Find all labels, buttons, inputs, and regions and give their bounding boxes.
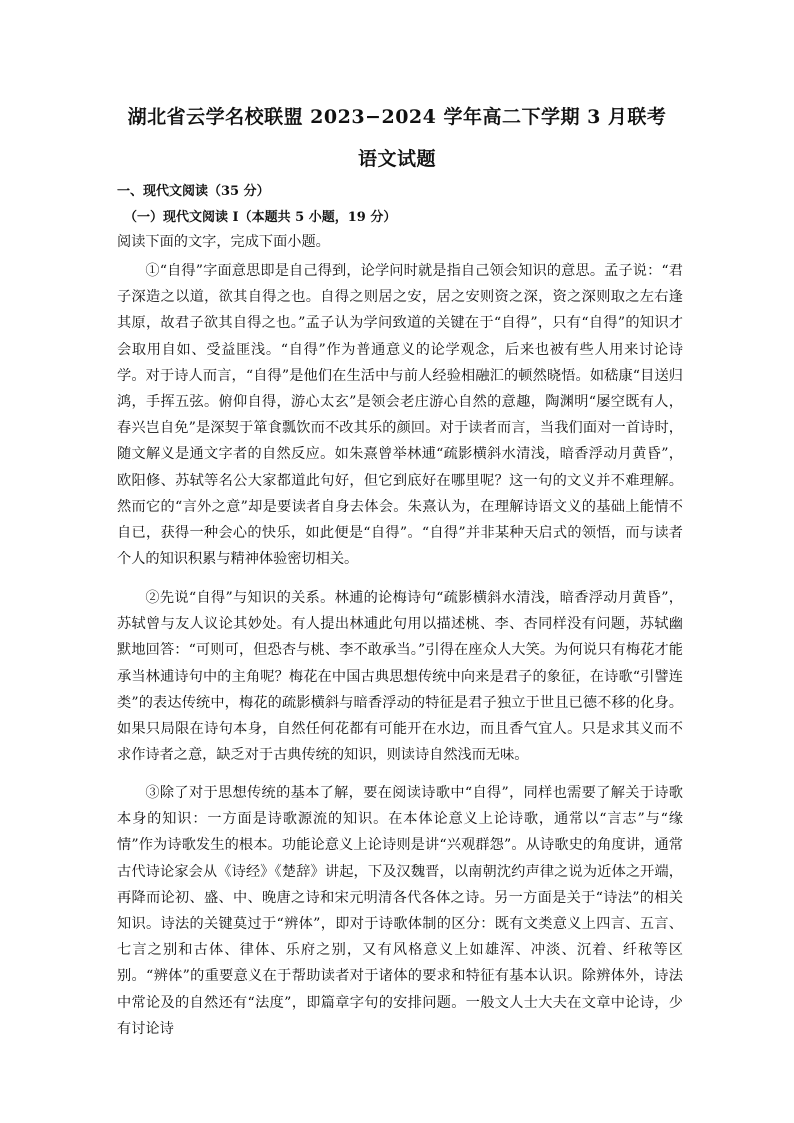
exam-subtitle: 语文试题 xyxy=(357,148,436,170)
paragraph-3: ③除了对于思想传统的基本了解，要在阅读诗歌中“自得”，同样也需要了解关于诗歌本身的知识：一方面是诗歌源流的知识。在本体论意义上论诗歌，通常以“言志”与“缘情”作为诗歌发生的根本。功能论意义上论诗则是讲“兴观群怨”。从诗歌史的角度讲，通常古代诗论家会从《诗经》《楚辞》讲起，下及汉魏晋，以南朝沈约声律之说为近体之开端，再降而论初、盛、中、晚唐之诗和宋元明清各代各体之诗。另一方面是关于“诗法”的相关知识。诗法的关键莫过于“辨体”，即对于诗歌体制的区分：既有文类意义上四言、五言、七言之别和古体、律体、乐府之别，又有风格意义上如雄浑、冲淡、沉着、纤秾等区别。“辨体”的重要意义在于帮助读者对于诸体的要求和特征有基本认识。除辨体外，诗法中常论及的自然还有“法度”，即篇章字句的安排问题。一般文人士大夫在文章中论诗，少有讨论诗 xyxy=(117,785,683,1037)
paragraph-1: ①“自得”字面意思即是自己得到，论学问时就是指自己领会知识的意思。孟子说：“君子深造之以道，欲其自得之也。自得之则居之安，居之安则资之深，资之深则取之左右逢其原，故君子欲其自得之也。”孟子认为学问致道的关键在于“自得”，只有“自得”的知识才会取用自如、受益匪浅。“自得”作为普通意义的论学观念，后来也被有些人用来讨论诗学。对于诗人而言，“自得”是他们在生活中与前人经验相融汇的顿然晓悟。如嵇康“目送归鸿，手挥五弦。俯仰自得，游心太玄”是领会老庄游心自然的意趣，陶渊明“屡空既有人，春兴岂自免”是深契于箪食瓢饮而不改其乐的颜回。对于读者而言，当我们面对一首诗时，随文解义是通文字者的自然反应。如朱熹曾举林逋“疏影横斜水清浅，暗香浮动月黄昏”，欧阳修、苏轼等名公大家都道此句好，但它到底好在哪里呢？这一句的文义并不难理解。然而它的“言外之意”却是要读者自身去体会。朱熹认为，在理解诗语文义的基础上能情不自已，获得一种会心的快乐，如此便是“自得”。“自得”并非某种天启式的领悟，而与读者个人的知识积累与精神体验密切相关。 xyxy=(117,263,683,568)
paragraph-2: ②先说“自得”与知识的关系。林逋的论梅诗句“疏影横斜水清浅，暗香浮动月黄昏”，苏轼曾与友人议论其妙处。有人提出林逋此句用以描述桃、李、杏同样没有问题，苏轼幽默地回答：“可则可，但恐杏与桃、李不敢承当。”引得在座众人大笑。为何说只有梅花才能承当林逋诗句中的主角呢？梅花在中国古典思想传统中向来是君子的象征，在诗歌“引譬连类”的表达传统中，梅花的疏影横斜与暗香浮动的特征是君子独立于世且已德不移的化身。如果只局限在诗句本身，自然任何花都有可能开在水边，而且香气宜人。只是求其义而不求作诗者之意，缺乏对于古典传统的知识，则读诗自然浅而无味。 xyxy=(117,590,683,764)
reading-instruction: 阅读下面的文字，完成下面小题。 xyxy=(117,234,330,250)
subsection-heading: （一）现代文阅读 I（本题共 5 小题，19 分） xyxy=(124,210,397,225)
section-heading: 一、现代文阅读（35 分） xyxy=(117,184,270,199)
exam-title: 湖北省云学名校联盟 2023−2024 学年高二下学期 3 月联考 xyxy=(127,106,667,128)
